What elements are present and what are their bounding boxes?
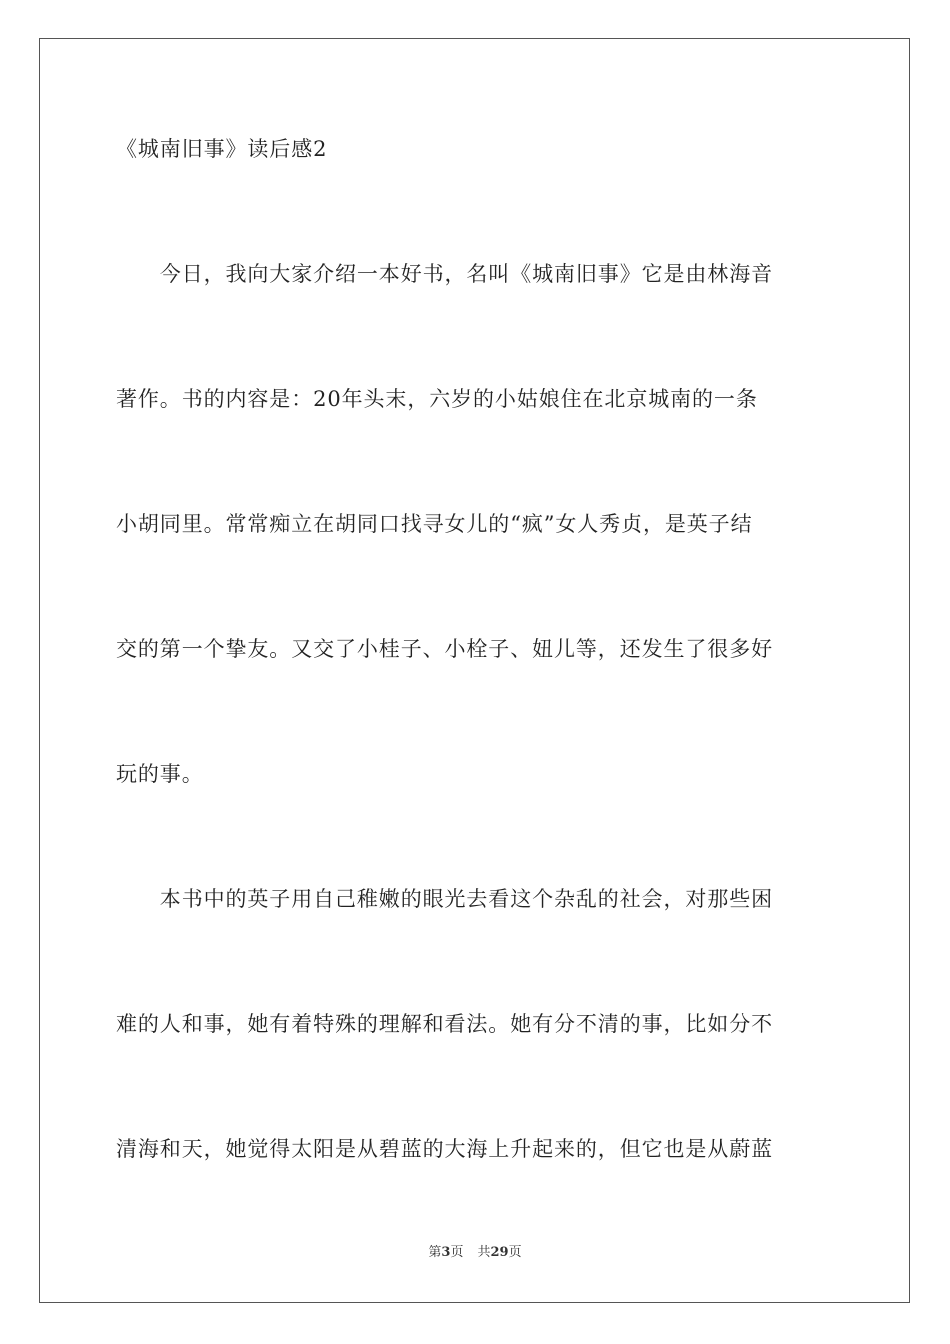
page-border: [39, 38, 910, 1303]
page-suffix: 页: [450, 1245, 464, 1260]
total-suffix: 页: [508, 1245, 522, 1260]
body-line-4: 交的第一个挚友。又交了小桂子、小栓子、妞儿等，还发生了很多好: [116, 637, 773, 661]
document-title: 《城南旧事》读后感2: [116, 137, 328, 161]
page-footer: [0, 1244, 950, 1262]
page-current: 3: [441, 1245, 451, 1260]
body-line-7: 难的人和事，她有着特殊的理解和看法。她有分不清的事，比如分不: [116, 1012, 773, 1036]
body-line-2: 著作。书的内容是：20年头末，六岁的小姑娘住在北京城南的一条: [116, 387, 758, 411]
total-prefix: 共: [477, 1245, 491, 1260]
body-line-8: 清海和天，她觉得太阳是从碧蓝的大海上升起来的，但它也是从蔚蓝: [116, 1137, 773, 1161]
page-prefix: 第: [428, 1245, 442, 1260]
body-line-5: 玩的事。: [116, 762, 204, 786]
body-line-3: 小胡同里。常常痴立在胡同口找寻女儿的“疯”女人秀贞，是英子结: [116, 512, 753, 536]
page-total: 29: [490, 1245, 509, 1260]
body-line-1: 今日，我向大家介绍一本好书，名叫《城南旧事》它是由林海音: [116, 262, 773, 286]
body-line-6: 本书中的英子用自己稚嫩的眼光去看这个杂乱的社会，对那些困: [116, 887, 773, 911]
